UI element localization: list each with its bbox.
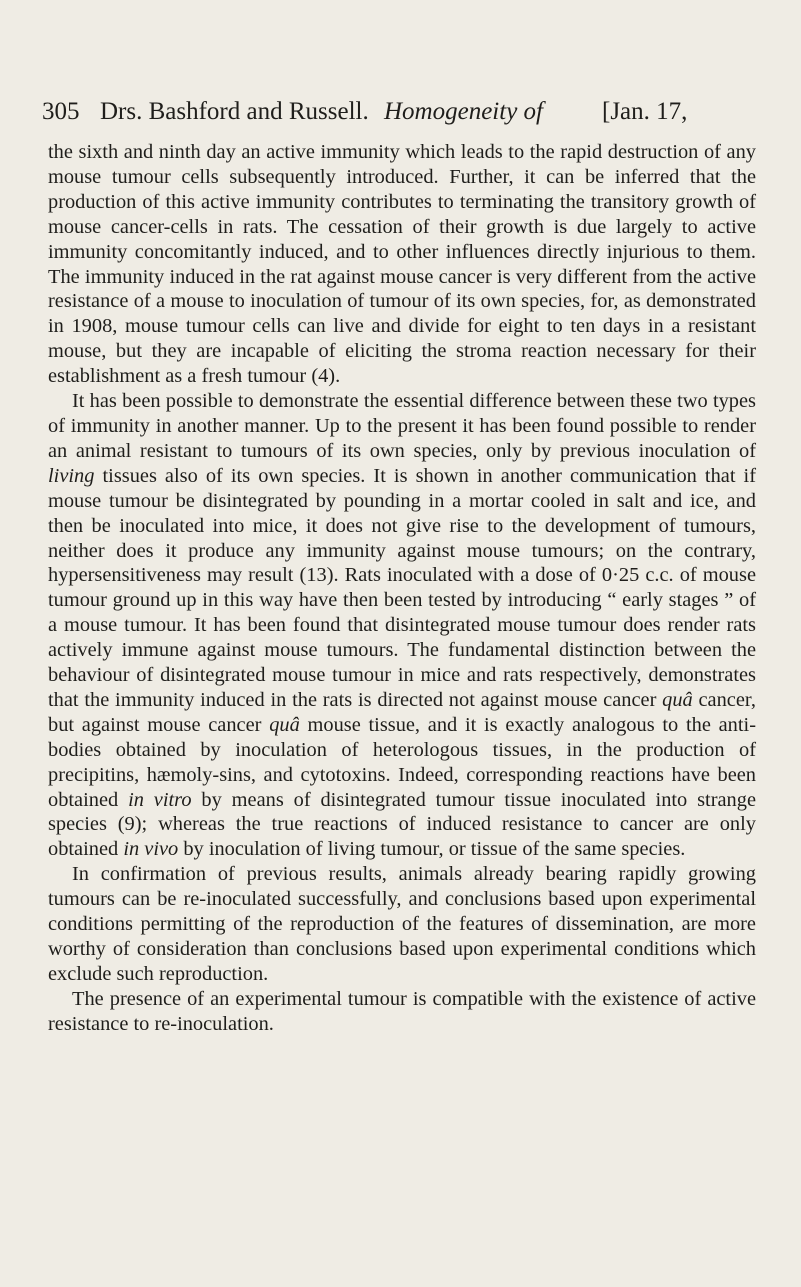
italic-text: quâ [269,713,300,736]
text-segment: It has been possible to demonstrate the essential difference between these two types of immunity in another manner. Up to the present it has been found possible to render an animal resistant to tumours of its own species, only by previous inoculation of [48,390,756,462]
italic-text: quâ [662,688,693,711]
paragraph [48,389,756,862]
italic-text: living [48,464,95,487]
text-segment: by inoculation of living tumour, or tissue of the same species. [178,838,686,861]
header-authors: Drs. Bashford and Russell. [100,98,369,125]
text-segment: In confirmation of previous results, animals already bearing rapidly growing tumours can be re-inoculated successfully, and conclusions based upon experimental conditions permitting of the reproduction of the features of dissemination, are more worthy of consideration than conclusions based upon experimental conditions which exclude such reproduction. [48,863,756,985]
text-segment: cancer, but against mouse cancer [48,688,756,736]
text-segment: by means of disintegrated tumour tissue inoculated into strange species (9); whereas the true reactions of induced resistance to cancer are only obtained [48,788,756,861]
header-title: Homogeneity of [384,98,543,125]
running-header [42,96,764,128]
body-text [48,140,756,1037]
header-date: [Jan. 17, [602,98,688,125]
page-number: 305 [42,98,80,125]
paragraph [48,140,756,389]
paragraph [48,862,756,987]
text-segment: The presence of an experimental tumour is compatible with the existence of active resistance to re-inoculation. [48,987,756,1035]
paragraph [48,987,756,1037]
text-segment: mouse tissue, and it is exactly analogous to the anti-bodies obtained by inoculation of heterologous tissues, in the production of precipitins, hæmoly-sins, and cytotoxins. Indeed, corresponding reactions have been obtained [48,713,756,811]
text-segment: the sixth and ninth day an active immunity which leads to the rapid destruction of any mouse tumour cells subsequently introduced. Further, it can be inferred that the production of this active immunity contributes to terminating the transitory growth of mouse cancer-cells in rats. The cessation of their growth is due largely to active immunity concomitantly induced, and to other influences directly injurious to them. The immunity induced in the rat against mouse cancer is very different from the active resistance of a mouse to inoculation of tumour of its own species, for, as demonstrated in 1908, mouse tumour cells can live and divide for eight to ten days in a resistant mouse, but they are incapable of eliciting the stroma reaction necessary for their establishment as a fresh tumour (4). [48,141,756,388]
italic-text: in vitro [128,788,192,811]
italic-text: in vivo [123,838,179,861]
text-segment: tissues also of its own species. It is shown in another communication that if mouse tumour be disintegrated by pounding in a mortar cooled in salt and ice, and then be inoculated into mice, it does not give rise to the development of tumours, neither does it produce any immunity against mouse tumours; on the contrary, hypersensitiveness may result (13). Rats inoculated with a dose of 0·25 c.c. of mouse tumour ground up in this way have then been tested by introducing “ early stages ” of a mouse tumour. It has been found that disintegrated mouse tumour does render rats actively immune against mouse tumours. The fundamental distinction between the behaviour of disintegrated mouse tumour in mice and rats respectively, demonstrates that the immunity induced in the rats is directed not against mouse cancer [48,464,756,711]
